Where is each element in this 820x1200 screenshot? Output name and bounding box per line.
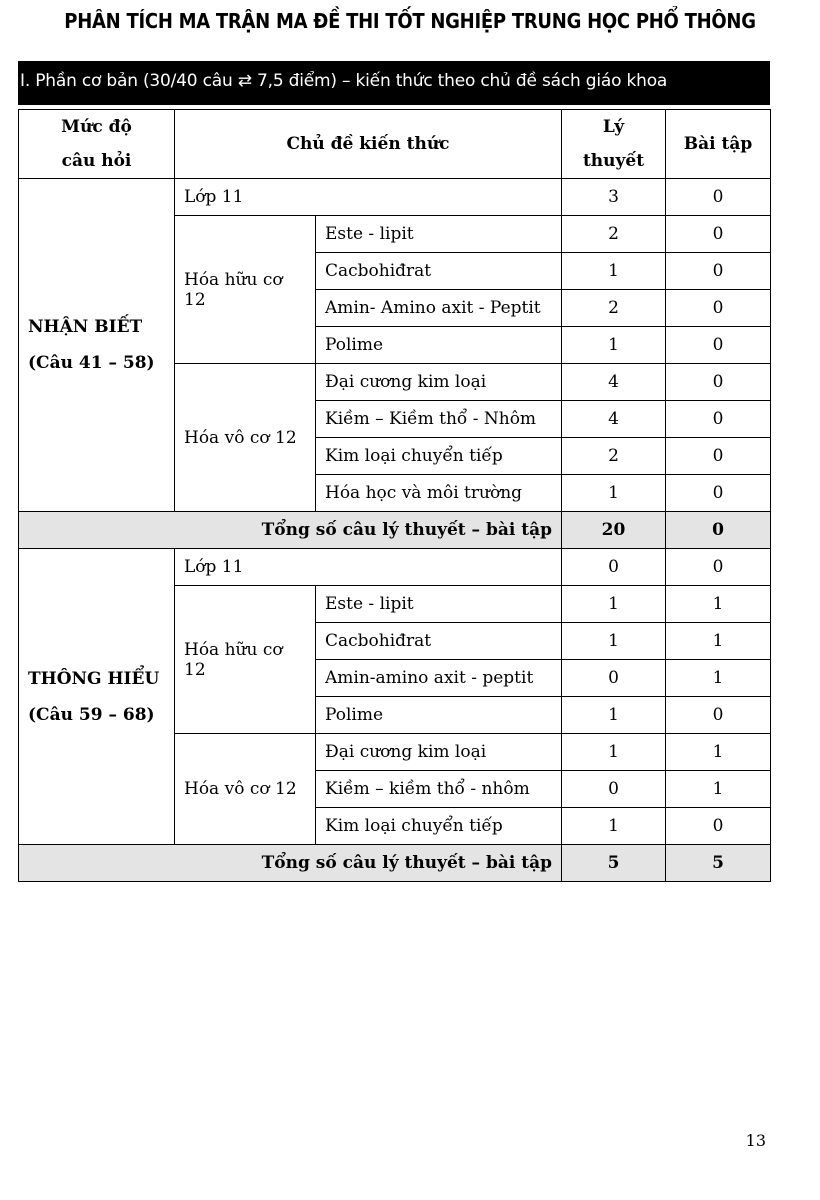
topic-cell: Kim loại chuyển tiếp [316, 438, 562, 475]
theory-cell: 0 [562, 771, 666, 808]
exercise-cell: 1 [666, 660, 771, 697]
topic-cell: Polime [316, 697, 562, 734]
total-exercise: 0 [666, 512, 771, 549]
theory-cell: 1 [562, 697, 666, 734]
section-heading: I. Phần cơ bản (30/40 câu ⇄ 7,5 điểm) – kiến thức theo chủ đề sách giáo khoa [20, 71, 668, 91]
total-row [19, 512, 771, 549]
header-level: Mức độ câu hỏi [19, 110, 175, 179]
group-cell: Hóa vô cơ 12 [175, 734, 316, 845]
page-title: PHÂN TÍCH MA TRẬN MA ĐỀ THI TỐT NGHIỆP TRUNG HỌC PHỔ THÔNG [64, 9, 756, 33]
topic-cell: Amin-amino axit - peptit [316, 660, 562, 697]
topic-cell: Amin- Amino axit - Peptit [316, 290, 562, 327]
exercise-cell: 0 [666, 808, 771, 845]
exercise-cell: 0 [666, 401, 771, 438]
section-heading-bar [18, 61, 770, 105]
exercise-cell: 0 [666, 697, 771, 734]
topic-cell: Lớp 11 [175, 549, 562, 586]
theory-cell: 1 [562, 253, 666, 290]
theory-cell: 1 [562, 327, 666, 364]
theory-cell: 2 [562, 216, 666, 253]
header-exercise: Bài tập [666, 110, 771, 179]
exercise-cell: 0 [666, 179, 771, 216]
topic-cell: Cacbohiđrat [316, 623, 562, 660]
table-row [19, 549, 771, 586]
total-row [19, 845, 771, 882]
total-label: Tổng số câu lý thuyết – bài tập [19, 512, 562, 549]
total-label: Tổng số câu lý thuyết – bài tập [19, 845, 562, 882]
group-cell: Hóa hữu cơ 12 [175, 586, 316, 734]
exercise-cell: 0 [666, 253, 771, 290]
theory-cell: 1 [562, 734, 666, 771]
topic-cell: Lớp 11 [175, 179, 562, 216]
topic-cell: Hóa học và môi trường [316, 475, 562, 512]
theory-cell: 1 [562, 623, 666, 660]
theory-cell: 2 [562, 438, 666, 475]
theory-cell: 2 [562, 290, 666, 327]
exercise-cell: 0 [666, 475, 771, 512]
exercise-cell: 0 [666, 327, 771, 364]
topic-cell: Este - lipit [316, 216, 562, 253]
topic-cell: Kim loại chuyển tiếp [316, 808, 562, 845]
level-cell: NHẬN BIẾT (Câu 41 – 58) [19, 179, 175, 512]
total-exercise: 5 [666, 845, 771, 882]
topic-cell: Đại cương kim loại [316, 364, 562, 401]
theory-cell: 1 [562, 475, 666, 512]
theory-cell: 0 [562, 549, 666, 586]
exercise-cell: 1 [666, 771, 771, 808]
theory-cell: 1 [562, 586, 666, 623]
exercise-cell: 1 [666, 586, 771, 623]
exercise-cell: 0 [666, 438, 771, 475]
topic-cell: Đại cương kim loại [316, 734, 562, 771]
topic-cell: Kiềm – Kiềm thổ - Nhôm [316, 401, 562, 438]
level-cell: THÔNG HIỂU (Câu 59 – 68) [19, 549, 175, 845]
exercise-cell: 1 [666, 623, 771, 660]
group-cell: Hóa vô cơ 12 [175, 364, 316, 512]
page-number: 13 [745, 1131, 766, 1150]
theory-cell: 4 [562, 401, 666, 438]
total-theory: 5 [562, 845, 666, 882]
exercise-cell: 0 [666, 290, 771, 327]
table-row [19, 179, 771, 216]
exercise-cell: 0 [666, 216, 771, 253]
group-cell: Hóa hữu cơ 12 [175, 216, 316, 364]
theory-cell: 0 [562, 660, 666, 697]
topic-cell: Polime [316, 327, 562, 364]
exercise-cell: 0 [666, 549, 771, 586]
topic-cell: Cacbohiđrat [316, 253, 562, 290]
header-topic: Chủ đề kiến thức [175, 110, 562, 179]
theory-cell: 4 [562, 364, 666, 401]
exercise-cell: 1 [666, 734, 771, 771]
theory-cell: 1 [562, 808, 666, 845]
exercise-cell: 0 [666, 364, 771, 401]
topic-cell: Este - lipit [316, 586, 562, 623]
theory-cell: 3 [562, 179, 666, 216]
topic-cell: Kiềm – kiềm thổ - nhôm [316, 771, 562, 808]
table-header-row [19, 110, 771, 179]
exam-matrix-table [18, 109, 771, 882]
header-theory: Lý thuyết [562, 110, 666, 179]
total-theory: 20 [562, 512, 666, 549]
